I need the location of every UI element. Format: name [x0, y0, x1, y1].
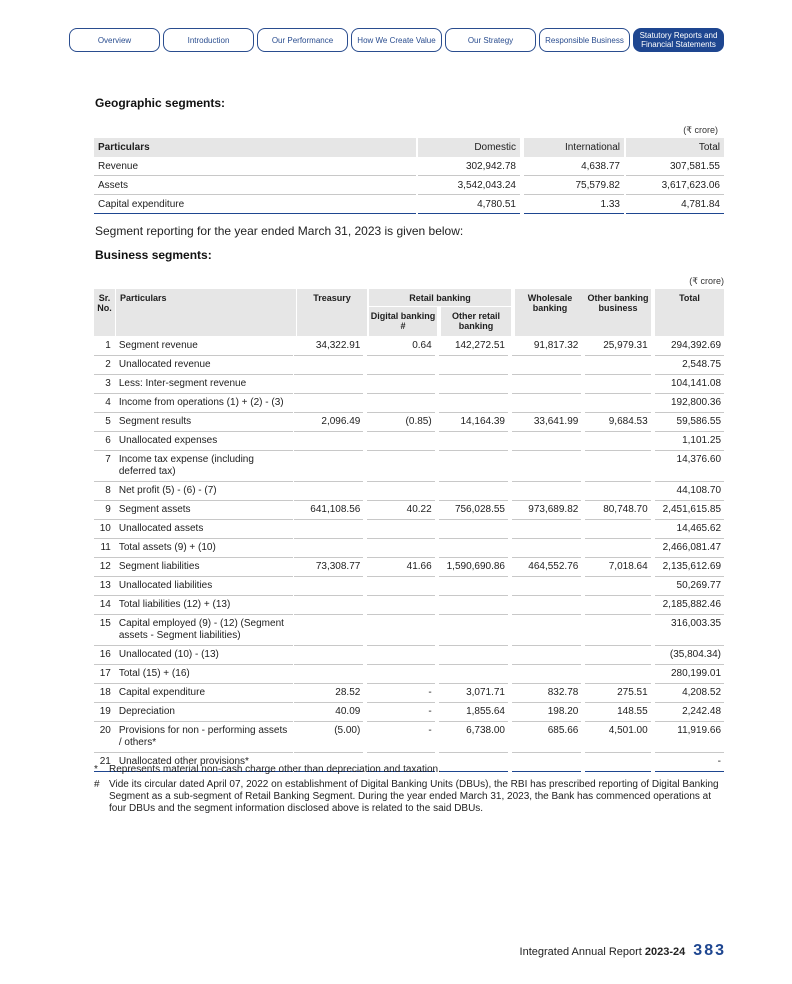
header-digital-banking: Digital banking #: [369, 307, 437, 336]
row-particulars: Less: Inter-segment revenue: [115, 375, 293, 394]
row-other-retail: [439, 375, 508, 394]
row-other-retail: [439, 482, 508, 501]
row-treasury: [294, 596, 363, 615]
row-other-banking: [585, 356, 650, 375]
footnote-hash: [94, 779, 726, 815]
table-row: [94, 413, 724, 432]
row-treasury: [294, 520, 363, 539]
footnote-mark: #: [94, 779, 100, 790]
table-row: [94, 539, 724, 558]
geo-cell: Assets: [94, 176, 416, 195]
row-treasury: 34,322.91: [294, 337, 363, 356]
table-row: [94, 337, 724, 356]
row-other-banking: 148.55: [585, 703, 650, 722]
row-other-banking: [585, 482, 650, 501]
row-particulars: Depreciation: [115, 703, 293, 722]
table-row: [94, 722, 724, 753]
row-sr-no: 16: [94, 646, 115, 665]
tab-responsible-business[interactable]: Responsible Business: [539, 28, 630, 52]
row-total: 4,208.52: [655, 684, 724, 703]
report-title: [520, 946, 686, 958]
table-row: [94, 684, 724, 703]
table-row: [94, 520, 724, 539]
row-total: 14,376.60: [655, 451, 724, 482]
row-other-banking: 7,018.64: [585, 558, 650, 577]
header-treasury: Treasury: [297, 289, 367, 336]
row-other-retail: [439, 646, 508, 665]
tab-overview[interactable]: Overview: [69, 28, 160, 52]
table-row: [94, 501, 724, 520]
row-total: 280,199.01: [655, 665, 724, 684]
page-number: 383: [693, 942, 726, 959]
row-sr-no: 7: [94, 451, 115, 482]
row-sr-no: 11: [94, 539, 115, 558]
row-other-retail: 1,855.64: [439, 703, 508, 722]
table-row: [94, 394, 724, 413]
header-total: Total: [655, 289, 724, 336]
row-particulars: Unallocated (10) - (13): [115, 646, 293, 665]
row-wholesale: 91,817.32: [512, 337, 581, 356]
tab-our-strategy[interactable]: Our Strategy: [445, 28, 536, 52]
row-particulars: Segment liabilities: [115, 558, 293, 577]
row-sr-no: 21: [94, 753, 115, 772]
row-wholesale: [512, 520, 581, 539]
row-other-banking: 25,979.31: [585, 337, 650, 356]
geo-header-international: International: [524, 138, 624, 157]
footnote-mark: *: [94, 764, 98, 775]
row-digital-banking: [367, 375, 434, 394]
row-total: 14,465.62: [655, 520, 724, 539]
row-digital-banking: [367, 394, 434, 413]
footnote-text: Represents material non-cash charge other than depreciation and taxation.: [109, 764, 441, 775]
row-total: 192,800.36: [655, 394, 724, 413]
table-row: [94, 195, 724, 214]
geographic-table: [94, 138, 724, 214]
row-treasury: [294, 451, 363, 482]
row-total: 1,101.25: [655, 432, 724, 451]
row-digital-banking: [367, 577, 434, 596]
row-particulars: Capital employed (9) - (12) (Segment assets - Segment liabilities): [115, 615, 293, 646]
row-digital-banking: [367, 539, 434, 558]
row-treasury: [294, 375, 363, 394]
geo-cell: 302,942.78: [418, 157, 520, 176]
row-wholesale: [512, 615, 581, 646]
table-row: [94, 451, 724, 482]
row-wholesale: [512, 596, 581, 615]
row-sr-no: 6: [94, 432, 115, 451]
row-other-retail: [439, 356, 508, 375]
row-particulars: Unallocated liabilities: [115, 577, 293, 596]
row-other-banking: 9,684.53: [585, 413, 650, 432]
geographic-segments-title: Geographic segments:: [95, 96, 226, 110]
footnotes: [94, 764, 726, 818]
row-wholesale: [512, 451, 581, 482]
row-digital-banking: [367, 665, 434, 684]
row-sr-no: 14: [94, 596, 115, 615]
row-other-retail: [439, 539, 508, 558]
geographic-unit-label: (₹ crore): [683, 125, 718, 135]
geo-header-total: Total: [626, 138, 724, 157]
header-particulars: Particulars: [116, 289, 296, 336]
table-row: [94, 176, 724, 195]
row-other-retail: [439, 451, 508, 482]
row-sr-no: 12: [94, 558, 115, 577]
row-other-retail: [439, 577, 508, 596]
geographic-header-row: [94, 138, 724, 157]
row-digital-banking: 0.64: [367, 337, 434, 356]
row-treasury: [294, 356, 363, 375]
row-digital-banking: 41.66: [367, 558, 434, 577]
row-total: 11,919.66: [655, 722, 724, 753]
report-year: 2023-24: [644, 946, 686, 958]
row-wholesale: [512, 394, 581, 413]
row-treasury: 73,308.77: [294, 558, 363, 577]
row-particulars: Income tax expense (including deferred tax): [115, 451, 293, 482]
row-digital-banking: -: [367, 703, 434, 722]
row-wholesale: 33,641.99: [512, 413, 581, 432]
row-particulars: Income from operations (1) + (2) - (3): [115, 394, 293, 413]
row-other-retail: [439, 615, 508, 646]
geo-header-domestic: Domestic: [418, 138, 520, 157]
row-particulars: Unallocated assets: [115, 520, 293, 539]
row-wholesale: [512, 577, 581, 596]
row-total: 2,548.75: [655, 356, 724, 375]
row-other-retail: [439, 432, 508, 451]
row-other-retail: [439, 665, 508, 684]
row-particulars: Capital expenditure: [115, 684, 293, 703]
row-total: 2,185,882.46: [655, 596, 724, 615]
row-sr-no: 19: [94, 703, 115, 722]
row-digital-banking: [367, 432, 434, 451]
row-sr-no: 8: [94, 482, 115, 501]
geo-cell: 4,781.84: [626, 195, 724, 214]
row-sr-no: 13: [94, 577, 115, 596]
row-other-banking: [585, 451, 650, 482]
row-particulars: Unallocated other provisions*: [115, 753, 293, 772]
row-treasury: 40.09: [294, 703, 363, 722]
row-digital-banking: -: [367, 684, 434, 703]
row-total: 44,108.70: [655, 482, 724, 501]
header-wholesale-banking: Wholesale banking: [515, 289, 585, 336]
row-wholesale: [512, 539, 581, 558]
row-digital-banking: 40.22: [367, 501, 434, 520]
row-other-banking: [585, 432, 650, 451]
row-sr-no: 3: [94, 375, 115, 394]
table-row: [94, 665, 724, 684]
row-total: 2,242.48: [655, 703, 724, 722]
business-table-body: [94, 337, 724, 772]
row-wholesale: 685.66: [512, 722, 581, 753]
row-sr-no: 9: [94, 501, 115, 520]
segment-reporting-text: Segment reporting for the year ended March 31, 2023 is given below:: [95, 224, 464, 238]
table-row: [94, 482, 724, 501]
row-other-banking: [585, 539, 650, 558]
row-digital-banking: [367, 646, 434, 665]
row-other-banking: [585, 394, 650, 413]
tab-introduction[interactable]: Introduction: [163, 28, 254, 52]
geo-cell: 1.33: [524, 195, 624, 214]
row-total: 316,003.35: [655, 615, 724, 646]
row-particulars: Segment revenue: [115, 337, 293, 356]
row-other-banking: 275.51: [585, 684, 650, 703]
row-wholesale: 832.78: [512, 684, 581, 703]
tab-our-performance[interactable]: Our Performance: [257, 28, 348, 52]
row-treasury: 28.52: [294, 684, 363, 703]
geo-cell: Revenue: [94, 157, 416, 176]
row-particulars: Unallocated revenue: [115, 356, 293, 375]
tab-statutory-reports[interactable]: Statutory Reports and Financial Statements: [633, 28, 724, 52]
table-row: [94, 432, 724, 451]
row-treasury: [294, 539, 363, 558]
row-other-banking: [585, 646, 650, 665]
table-row: [94, 646, 724, 665]
row-wholesale: 973,689.82: [512, 501, 581, 520]
row-other-retail: [439, 394, 508, 413]
tab-how-we-create-value[interactable]: How We Create Value: [351, 28, 442, 52]
header-other-banking-business: Other banking business: [585, 289, 651, 336]
row-treasury: [294, 432, 363, 451]
row-other-retail: 3,071.71: [439, 684, 508, 703]
geo-cell: 3,542,043.24: [418, 176, 520, 195]
row-other-retail: 6,738.00: [439, 722, 508, 753]
table-row: [94, 703, 724, 722]
row-sr-no: 10: [94, 520, 115, 539]
row-total: 104,141.08: [655, 375, 724, 394]
row-particulars: Total (15) + (16): [115, 665, 293, 684]
row-other-banking: 80,748.70: [585, 501, 650, 520]
row-other-retail: 756,028.55: [439, 501, 508, 520]
row-sr-no: 18: [94, 684, 115, 703]
header-sr-no: Sr. No.: [94, 289, 115, 336]
table-row: [94, 157, 724, 176]
table-row: [94, 558, 724, 577]
row-treasury: 641,108.56: [294, 501, 363, 520]
row-treasury: 2,096.49: [294, 413, 363, 432]
business-segments-title: Business segments:: [95, 248, 212, 262]
geo-header-particulars: Particulars: [94, 138, 416, 157]
row-digital-banking: [367, 356, 434, 375]
header-retail-banking: Retail banking: [369, 289, 511, 306]
row-other-retail: 142,272.51: [439, 337, 508, 356]
top-navigation: [69, 28, 724, 52]
row-total: 2,466,081.47: [655, 539, 724, 558]
row-treasury: [294, 577, 363, 596]
geo-cell: 4,780.51: [418, 195, 520, 214]
row-other-banking: [585, 375, 650, 394]
row-wholesale: [512, 482, 581, 501]
row-particulars: Segment assets: [115, 501, 293, 520]
report-name: Integrated Annual Report: [519, 946, 642, 958]
table-row: [94, 356, 724, 375]
row-other-banking: [585, 665, 650, 684]
row-digital-banking: [367, 451, 434, 482]
geo-cell: 3,617,623.06: [626, 176, 724, 195]
row-treasury: [294, 646, 363, 665]
row-other-retail: 1,590,690.86: [439, 558, 508, 577]
row-wholesale: [512, 432, 581, 451]
row-total: 50,269.77: [655, 577, 724, 596]
table-row: [94, 596, 724, 615]
row-treasury: [294, 482, 363, 501]
row-total: 59,586.55: [655, 413, 724, 432]
row-digital-banking: [367, 615, 434, 646]
row-digital-banking: [367, 596, 434, 615]
geo-cell: 75,579.82: [524, 176, 624, 195]
row-total: 294,392.69: [655, 337, 724, 356]
row-wholesale: 464,552.76: [512, 558, 581, 577]
row-wholesale: [512, 665, 581, 684]
row-total: 2,451,615.85: [655, 501, 724, 520]
geo-cell: 4,638.77: [524, 157, 624, 176]
row-treasury: [294, 394, 363, 413]
row-other-banking: [585, 596, 650, 615]
row-particulars: Segment results: [115, 413, 293, 432]
row-sr-no: 1: [94, 337, 115, 356]
row-total: (35,804.34): [655, 646, 724, 665]
row-sr-no: 17: [94, 665, 115, 684]
row-digital-banking: -: [367, 722, 434, 753]
row-other-banking: [585, 577, 650, 596]
row-particulars: Provisions for non - performing assets / others*: [115, 722, 293, 753]
header-other-retail-banking: Other retail banking: [441, 307, 511, 336]
business-unit-label: (₹ crore): [689, 276, 724, 286]
table-row: [94, 577, 724, 596]
row-wholesale: [512, 646, 581, 665]
row-sr-no: 15: [94, 615, 115, 646]
row-particulars: Total assets (9) + (10): [115, 539, 293, 558]
row-particulars: Net profit (5) - (6) - (7): [115, 482, 293, 501]
row-wholesale: [512, 356, 581, 375]
row-particulars: Total liabilities (12) + (13): [115, 596, 293, 615]
row-digital-banking: [367, 520, 434, 539]
geo-cell: 307,581.55: [626, 157, 724, 176]
row-wholesale: 198.20: [512, 703, 581, 722]
row-digital-banking: (0.85): [367, 413, 434, 432]
footnote-text: Vide its circular dated April 07, 2022 on establishment of Digital Banking Units (DBUs), the RBI has prescribed reporting of Digital Banking Segment as a sub-segment of Retail Banking Segment. During the year ended March 31, 2023, the Bank has commenced operations at four DBUs and the segment information disclosed above is related to the said DBUs.: [109, 779, 719, 814]
row-treasury: [294, 665, 363, 684]
row-total: -: [655, 753, 724, 772]
page-footer: [500, 942, 726, 960]
row-other-banking: [585, 615, 650, 646]
table-row: [94, 375, 724, 394]
table-row: [94, 615, 724, 646]
row-other-banking: 4,501.00: [585, 722, 650, 753]
row-other-retail: [439, 596, 508, 615]
row-sr-no: 5: [94, 413, 115, 432]
row-digital-banking: [367, 482, 434, 501]
geo-cell: Capital expenditure: [94, 195, 416, 214]
row-other-retail: 14,164.39: [439, 413, 508, 432]
row-particulars: Unallocated expenses: [115, 432, 293, 451]
row-sr-no: 2: [94, 356, 115, 375]
row-wholesale: [512, 375, 581, 394]
row-sr-no: 20: [94, 722, 115, 753]
row-total: 2,135,612.69: [655, 558, 724, 577]
row-treasury: [294, 615, 363, 646]
row-sr-no: 4: [94, 394, 115, 413]
row-other-retail: [439, 520, 508, 539]
row-treasury: (5.00): [294, 722, 363, 753]
row-other-banking: [585, 520, 650, 539]
footnote-asterisk: [94, 764, 726, 776]
